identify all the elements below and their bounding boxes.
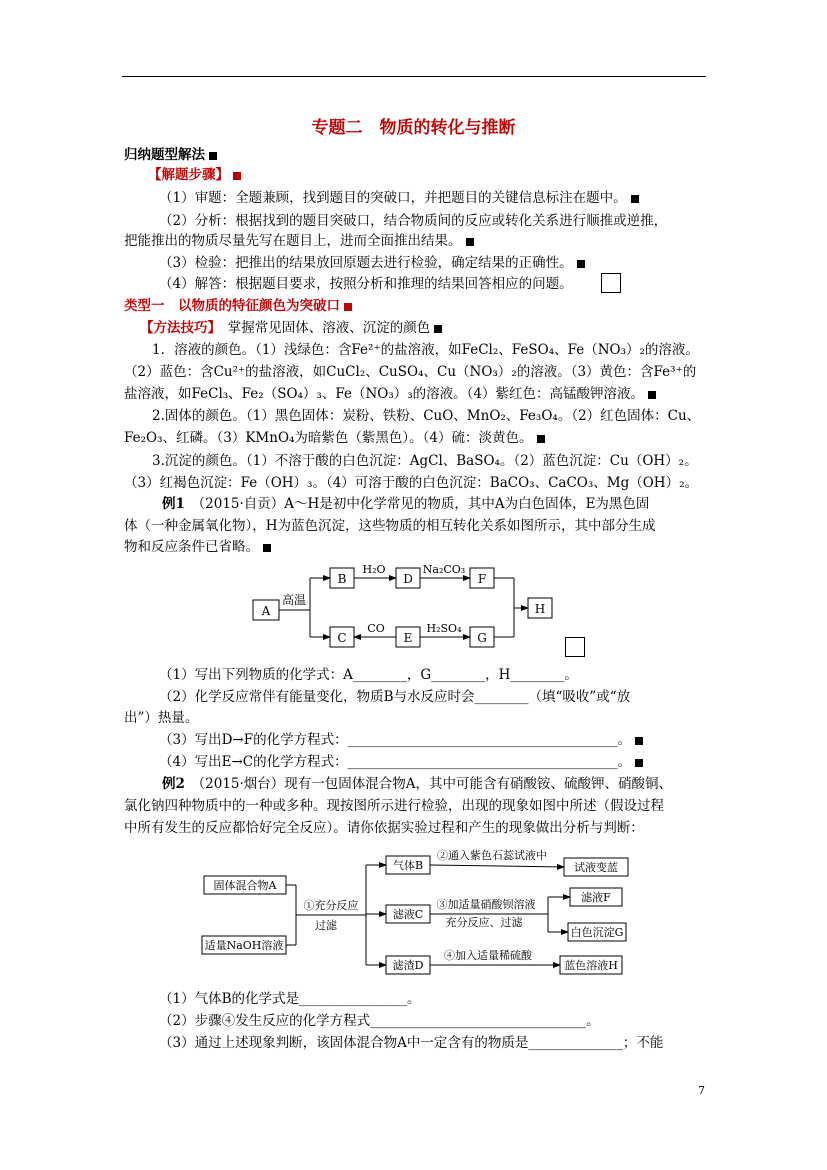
op-react-filter: 充分反应、过滤 xyxy=(445,916,523,929)
square-mark-icon xyxy=(209,152,217,160)
node-g: G xyxy=(477,631,487,645)
residue-d: 滤渣D xyxy=(392,959,424,972)
input-solid-mixture: 固体混合物A xyxy=(213,879,277,892)
example2-line: 中所有发生的反应都恰好完全反应）。请你依据实验过程和产生的现象做出分析与判断： xyxy=(124,820,644,836)
step-line: （3）检验：把推出的结果放回原题去进行检验，确定结果的正确性。 xyxy=(159,253,585,273)
step-line: （1）审题：全题兼顾，找到题目的突破口，并把题目的关键信息标注在题中。 xyxy=(159,188,639,208)
example1-diagram xyxy=(250,560,570,660)
result-blue-solution-h: 蓝色溶液H xyxy=(564,959,618,972)
op-barium-nitrate: ③加适量硝酸钡溶液 xyxy=(436,898,536,911)
answer-box xyxy=(565,637,585,657)
example1-line: 体（一种金属氧化物），H为蓝色沉淀，这些物质的相互转化关系如图所示，其中部分生成 xyxy=(124,518,656,534)
example2-diagram xyxy=(198,846,638,976)
square-mark-icon xyxy=(635,737,643,745)
answer-box xyxy=(601,273,621,293)
color-line: 2.固体的颜色。（1）黑色固体：炭粉、铁粉、CuO、MnO₂、Fe₃O₄。（2）红色固体：Cu、 xyxy=(152,408,701,424)
example1-line: 物和反应条件已省略。 xyxy=(124,537,271,557)
example1-line: 例1 （2015·自贡）A～H是初中化学常见的物质，其中A为白色固体，E为黑色固 xyxy=(162,496,650,512)
step1-filter: 过滤 xyxy=(315,919,337,932)
node-h: H xyxy=(534,602,546,616)
square-mark-icon xyxy=(233,172,241,180)
step1-label: ①充分反应 xyxy=(303,899,359,912)
color-line: 3.沉淀的颜色。（1）不溶于酸的白色沉淀：AgCl、BaSO₄。（2）蓝色沉淀：Cu（OH）₂。 xyxy=(152,453,698,469)
edge-label-co: CO xyxy=(367,622,385,635)
square-mark-icon xyxy=(263,544,271,552)
square-mark-icon xyxy=(466,238,474,246)
section-head: 归纳题型解法 xyxy=(124,145,217,165)
header-rule xyxy=(122,76,706,77)
gas-b: 气体B xyxy=(392,859,424,872)
edge-label-sulfuric-acid: H₂SO₄ xyxy=(426,622,462,635)
color-line: （2）蓝色：含Cu²⁺的盐溶液，如CuCl₂、CuSO₄、Cu（NO₃）₂的溶液。（3）黄色：含Fe³⁺的 xyxy=(124,364,697,380)
type1-head: 类型一 以物质的特征颜色为突破口 xyxy=(124,296,352,316)
color-line: Fe₂O₃、红磷。（3）KMnO₄为暗紫色（紫黑色）。（4）硫：淡黄色。 xyxy=(124,428,545,448)
node-f: F xyxy=(477,572,487,586)
edge-label-heat: 高温 xyxy=(281,593,307,607)
result-filtrate-f: 滤液F xyxy=(581,891,611,904)
example1-question: （4）写出E→C的化学方程式：________________________________________。 xyxy=(159,752,643,772)
square-mark-icon xyxy=(537,435,545,443)
square-mark-icon xyxy=(648,391,656,399)
example2-question: （2）步骤④发生反应的化学方程式________________________________。 xyxy=(159,1013,600,1029)
color-line: （3）红褐色沉淀：Fe（OH）₃。（4）可溶于酸的白色沉淀：BaCO₃、CaCO₃、Mg（OH）₂。 xyxy=(124,475,698,491)
result-white-precipitate-g: 白色沉淀G xyxy=(570,926,624,939)
edge-label-sodium-carbonate: Na₂CO₃ xyxy=(422,563,466,576)
edge-label-water: H₂O xyxy=(362,563,386,576)
example1-question: 出”）热量。 xyxy=(124,710,199,726)
example2-question: （1）气体B的化学式是________________。 xyxy=(159,991,421,1007)
square-mark-icon xyxy=(434,325,442,333)
example2-question: （3）通过上述现象判断，该固体混合物A中一定含有的物质是______________；不能 xyxy=(159,1035,664,1051)
example2-line: 例2 （2015·烟台）现有一包固体混合物A，其中可能含有硝酸铵、硫酸钾、硝酸铜、 xyxy=(162,776,673,792)
square-mark-icon xyxy=(344,303,352,311)
example1-question: （1）写出下列物质的化学式：A________，G________，H________。 xyxy=(159,667,578,683)
node-d: D xyxy=(403,572,413,586)
node-b: B xyxy=(337,572,347,586)
page-number: 7 xyxy=(698,1084,705,1097)
step-line: 把能推出的物质尽量先写在题目上，进而全面推出结果。 xyxy=(124,231,474,251)
result-turns-blue: 试液变蓝 xyxy=(574,861,618,874)
square-mark-icon xyxy=(631,195,639,203)
example2-line: 氯化钠四种物质中的一种或多种。现按图所示进行检验，出现的现象如图中所述（假设过程 xyxy=(124,798,664,814)
example1-question: （3）写出D→F的化学方程式：________________________________________。 xyxy=(159,730,643,750)
step-line: （2）分析：根据找到的题目突破口，结合物质间的反应或转化关系进行顺推或逆推， xyxy=(159,213,668,229)
square-mark-icon xyxy=(635,759,643,767)
filtrate-c: 滤液C xyxy=(392,908,424,921)
node-e: E xyxy=(403,631,413,645)
square-mark-icon xyxy=(577,260,585,268)
op-litmus: ②通入紫色石蕊试液中 xyxy=(437,849,547,862)
method-line: 【方法技巧】 掌握常见固体、溶液、沉淀的颜色 xyxy=(140,318,442,338)
steps-head: 【解题步骤】 xyxy=(148,165,241,185)
op-sulfuric-acid: ④加入适量稀硫酸 xyxy=(444,949,532,962)
color-line: 盐溶液，如FeCl₃、Fe₂（SO₄）₃、Fe（NO₃）₃的溶液。（4）紫红色：高锰酸钾溶液。 xyxy=(124,384,656,404)
example1-question: （2）化学反应常伴有能量变化，物质B与水反应时会________（填“吸收”或“放 xyxy=(159,689,631,705)
input-naoh-solution: 适量NaOH溶液 xyxy=(204,939,284,952)
page-title: 专题二 物质的转化与推断 xyxy=(311,118,516,138)
node-a: A xyxy=(261,604,271,618)
node-c: C xyxy=(337,631,347,645)
color-line: 1．溶液的颜色。（1）浅绿色：含Fe²⁺的盐溶液，如FeCl₂、FeSO₄、Fe（NO₃）₂的溶液。 xyxy=(152,342,699,358)
step-line: （4）解答：根据题目要求，按照分析和推理的结果回答相应的问题。 xyxy=(159,276,573,292)
